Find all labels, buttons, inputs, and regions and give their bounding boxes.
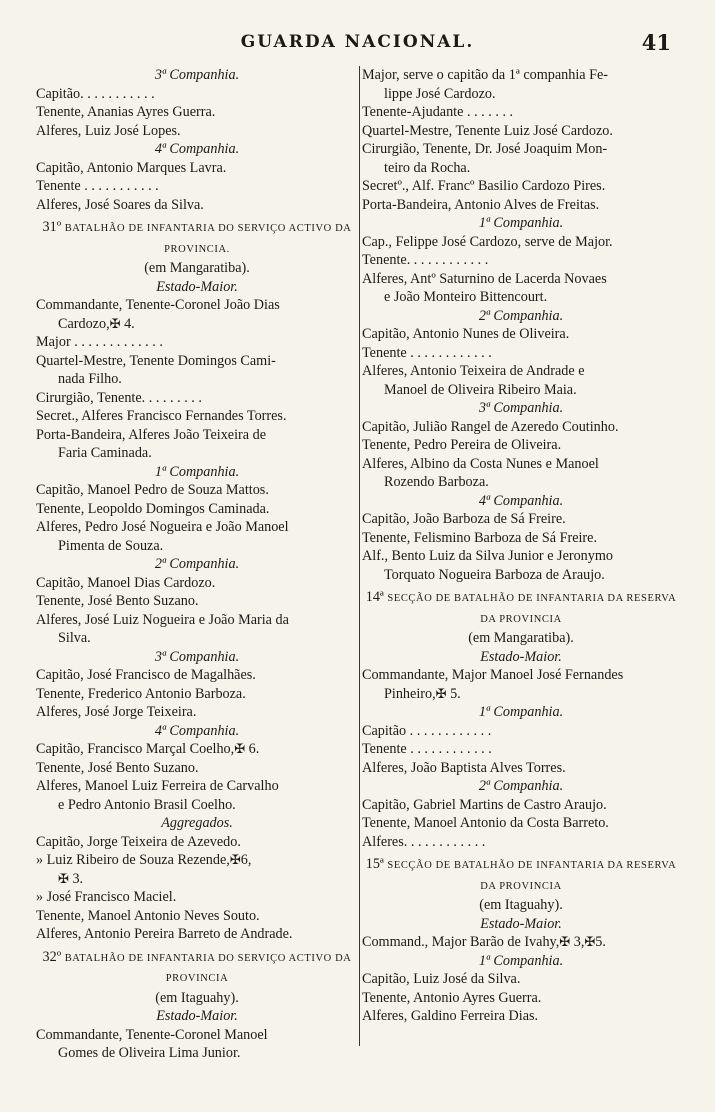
entry-line [362,436,680,455]
entry-text: e Pedro Antonio Brasil Coelho. [58,796,236,813]
entry-line [362,325,680,344]
entry-text: Alferes, Galdino Ferreira Dias. [362,1008,539,1024]
order-cross-icon: ✠ [234,741,246,756]
entry-text: » José Francisco Maciel. [36,889,177,905]
entry-text: Capitão, Julião Rangel de Azeredo Coutinho. [362,418,619,435]
entry-line [36,759,358,778]
subsection-heading: Aggregados. [161,815,233,831]
entry-text: Alferes, Antonio Teixeira de Andrade e [362,363,585,379]
entry-text: Alferes, João Baptista Alves Torres. [362,759,566,776]
entry-text: Commandante, Tenente-Coronel João Dias [36,297,280,313]
entry-line [362,547,680,566]
order-cross-icon: ✠ [584,934,596,949]
running-title: GUARDA NACIONAL. [240,32,475,52]
entry-text: Alferes, Pedro José Nogueira e João Manoel [36,519,289,535]
entry-text: Tenente . . . . . . . . . . . . [362,741,492,757]
entry-text: Silva. [58,630,91,646]
entry-line [36,1026,358,1045]
entry-text: Tenente, Manoel Antonio da Costa Barreto. [362,815,609,831]
entry-text: nada Filho. [58,371,122,387]
subsection-heading: 2ª Companhia. [478,778,564,794]
entry-text: teiro da Rocha. [384,159,471,176]
order-cross-icon: ✠ [109,315,121,331]
entry-line [36,666,358,685]
location-note: (em Itaguahy). [479,897,563,913]
entry-line [362,344,680,363]
subsection-heading: 1ª Companhia. [478,704,564,720]
subsection-heading: 1ª Companhia. [154,463,240,480]
entry-suffix: 5. [446,685,461,702]
entry-text: Alferes. . . . . . . . . . . . [362,833,486,850]
entry-text: Capitão, Antonio Nunes de Oliveira. [362,326,570,342]
entry-line [36,407,358,426]
entry-line [36,925,358,944]
entry-text: Rozendo Barboza. [384,474,489,490]
entry-text: Commandante, Major Manoel José Fernandes [362,667,624,683]
entry-suffix: 3, [570,934,585,950]
entry-text: Tenente, Frederico Antonio Barboza. [36,685,246,702]
entry-line [362,362,680,381]
entry-text: Capitão, Antonio Marques Lavra. [36,159,227,176]
entry-line [362,66,680,85]
entry-line [36,103,358,122]
entry-line [36,611,358,630]
entry-line [362,989,680,1008]
subsection-heading: Estado-Maior. [156,278,238,295]
entry-text: Cardozo, [58,315,110,332]
entry-continuation [362,159,680,178]
entry-text: Alferes, Albino da Costa Nunes e Manoel [362,455,599,472]
section-title: BATALHÃO DE INFANTARIA DO SERVIÇO ACTIVO DA PROVINCIA. [64,223,352,255]
subsection-heading: Estado-Maior. [156,1008,238,1024]
entry-text: Command., Major Barão de Ivahy, [362,934,560,950]
entry-text: Capitão, Francisco Marçal Coelho, [36,741,235,757]
entry-line [36,851,358,870]
entry-line [36,122,358,141]
subsection-heading: Estado-Maior. [480,648,562,665]
location-note: (em Mangaratiba). [468,630,574,646]
entry-text: Alf., Bento Luiz da Silva Junior e Jeronymo [362,548,613,564]
order-cross-icon: ✠ [58,870,69,886]
entry-line [36,833,358,852]
entry-text: Capitão, Gabriel Martins de Castro Araujo. [362,796,607,813]
entry-text: Secret., Alferes Francisco Fernandes Torres. [36,408,287,424]
entry-text: Alferes, Luiz José Lopes. [36,122,181,139]
entry-line [36,177,358,196]
entry-text: Tenente, Manoel Antonio Neves Souto. [36,907,260,924]
entry-text: Tenente . . . . . . . . . . . . [362,344,492,361]
entry-text: Secretº., Alf. Francº Basilio Cardozo Pires. [362,178,606,194]
section-title: SECÇÃO DE BATALHÃO DE INFANTARIA DA RESERVA DA PROVINCIA [387,593,677,625]
entry-text: Tenente . . . . . . . . . . . [36,178,159,194]
page-header [0,30,715,58]
section-number: 14ª [365,589,388,605]
entry-text: Pinheiro, [384,685,436,702]
entry-text: Torquato Nogueira Barboza de Araujo. [384,566,605,583]
entry-suffix: 3. [68,870,84,887]
section-number: 15ª [365,856,388,872]
entry-line [362,970,680,989]
entry-line [362,177,680,196]
entry-line [36,907,358,926]
entry-line [36,518,358,537]
entry-text: Tenente-Ajudante . . . . . . . [362,104,514,120]
page-number: 41 [641,30,671,55]
entry-continuation [362,381,680,400]
entry-text: Alferes, José Luiz Nogueira e João Maria da [36,611,289,628]
entry-line [362,196,680,215]
section-title: SECÇÃO DE BATALHÃO DE INFANTARIA DA RESERVA DA PROVINCIA [387,860,677,892]
section-heading [36,948,358,989]
entry-line [362,251,680,270]
entry-line [362,510,680,529]
order-cross-icon: ✠ [229,852,241,867]
entry-text: Alferes, Antonio Pereira Barreto de Andrade. [36,926,293,942]
entry-continuation [36,444,358,463]
entry-line [362,418,680,437]
section-heading [362,855,680,896]
entry-text: Commandante, Tenente-Coronel Manoel [36,1026,268,1043]
entry-text: Alferes, José Soares da Silva. [36,196,204,213]
entry-line [36,389,358,408]
entry-text: » Luiz Ribeiro de Souza Rezende, [36,852,230,868]
entry-line [362,103,680,122]
entry-line [362,1007,680,1026]
entry-text: Quartel-Mestre, Tenente Luiz José Cardozo. [362,122,613,139]
entry-text: Capitão. . . . . . . . . . . [36,85,155,102]
entry-line [36,777,358,796]
entry-text: Gomes de Oliveira Lima Junior. [58,1045,241,1061]
entry-line [36,740,358,759]
entry-line [362,796,680,815]
entry-line [362,455,680,474]
entry-text: Capitão, José Francisco de Magalhães. [36,667,256,683]
entry-line [36,703,358,722]
right-column [362,66,680,1026]
entry-line [362,722,680,741]
entry-line [362,759,680,778]
entry-continuation [362,85,680,104]
entry-text: Tenente, Pedro Pereira de Oliveira. [362,437,562,453]
entry-continuation [36,796,358,815]
entry-line [362,140,680,159]
entry-text: Porta-Bandeira, Alferes João Teixeira de [36,426,266,443]
entry-continuation [36,1044,358,1063]
section-heading [362,588,680,629]
entry-text: Tenente, Ananias Ayres Guerra. [36,104,216,120]
entry-text: Alferes, José Jorge Teixeira. [36,704,197,720]
entry-text: Major, serve o capitão da 1ª companhia Fe- [362,67,609,83]
entry-line [362,666,680,685]
entry-line [362,833,680,852]
entry-continuation [36,870,358,889]
entry-text: Cirurgião, Tenente. . . . . . . . . [36,389,202,406]
subsection-heading: 4ª Companhia. [478,492,564,509]
location-note: (em Mangaratiba). [144,260,250,276]
column-divider [359,66,360,1046]
entry-line [36,196,358,215]
entry-text: Capitão . . . . . . . . . . . . [362,722,492,739]
entry-text: Tenente. . . . . . . . . . . . [362,252,489,268]
subsection-heading: 1ª Companhia. [478,215,564,231]
entry-text: Capitão, Jorge Teixeira de Azevedo. [36,833,241,850]
entry-line [36,352,358,371]
entry-text: Tenente, Antonio Ayres Guerra. [362,989,542,1006]
subsection-heading: 1ª Companhia. [478,952,564,969]
entry-continuation [36,315,358,334]
entry-line [36,592,358,611]
entry-line [36,888,358,907]
entry-suffix: 6. [245,741,260,757]
entry-continuation [36,370,358,389]
entry-suffix: 5. [595,934,606,950]
entry-text: Major . . . . . . . . . . . . . [36,334,163,350]
subsection-heading: 3ª Companhia. [478,400,564,416]
entry-text: Capitão, Manoel Pedro de Souza Mattos. [36,482,269,498]
entry-line [36,159,358,178]
section-heading [36,218,358,259]
entry-text: Capitão, João Barboza de Sá Freire. [362,511,566,527]
entry-line [36,296,358,315]
entry-line [36,574,358,593]
entry-text: e João Monteiro Bittencourt. [384,289,548,305]
entry-text: Cirurgião, Tenente, Dr. José Joaquim Mon- [362,141,608,157]
entry-text: Manoel de Oliveira Ribeiro Maia. [384,381,577,398]
entry-text: Porta-Bandeira, Antonio Alves de Freitas. [362,196,600,213]
entry-line [362,122,680,141]
entry-line [362,933,680,952]
entry-text: Capitão, Manoel Dias Cardozo. [36,574,216,591]
entry-line [362,270,680,289]
entry-text: Pimenta de Souza. [58,537,164,554]
subsection-heading: 3ª Companhia. [154,648,240,665]
entry-continuation [36,537,358,556]
subsection-heading: 2ª Companhia. [478,307,564,324]
entry-continuation [36,629,358,648]
entry-line [36,85,358,104]
entry-text: Tenente, Felismino Barboza de Sá Freire. [362,529,598,546]
entry-line [36,333,358,352]
entry-suffix: 6, [240,852,252,868]
entry-text: lippe José Cardozo. [384,85,496,102]
left-column [36,66,358,1063]
entry-line [362,529,680,548]
entry-text: Alferes, Antº Saturnino de Lacerda Novaes [362,270,607,287]
entry-text: Tenente, José Bento Suzano. [36,593,199,609]
entry-suffix: 4. [120,315,135,332]
entry-text: Tenente, José Bento Suzano. [36,759,199,776]
subsection-heading: Estado-Maior. [480,915,562,932]
entry-text: Capitão, Luiz José da Silva. [362,971,521,987]
order-cross-icon: ✠ [559,934,571,949]
entry-text: Alferes, Manoel Luiz Ferreira de Carvalho [36,778,279,794]
entry-continuation [362,288,680,307]
location-note: (em Itaguahy). [155,989,239,1006]
entry-continuation [362,685,680,704]
entry-continuation [362,566,680,585]
subsection-heading: 3ª Companhia. [154,67,240,83]
entry-line [362,740,680,759]
subsection-heading: 2ª Companhia. [154,556,240,572]
section-number: 32º [42,948,65,965]
entry-text: Tenente, Leopoldo Domingos Caminada. [36,500,270,517]
entry-text: Quartel-Mestre, Tenente Domingos Cami- [36,352,276,369]
entry-line [36,685,358,704]
entry-line [36,426,358,445]
entry-line [36,500,358,519]
entry-line [362,814,680,833]
section-number: 31º [42,219,65,235]
subsection-heading: 4ª Companhia. [154,722,240,739]
entry-text: Cap., Felippe José Cardozo, serve de Major. [362,233,613,250]
order-cross-icon: ✠ [435,685,447,701]
entry-continuation [362,473,680,492]
entry-text: Faria Caminada. [58,445,152,461]
entry-line [362,233,680,252]
subsection-heading: 4ª Companhia. [154,141,240,157]
entry-line [36,481,358,500]
section-title: BATALHÃO DE INFANTARIA DO SERVIÇO ACTIVO DA PROVINCIA [64,952,352,984]
